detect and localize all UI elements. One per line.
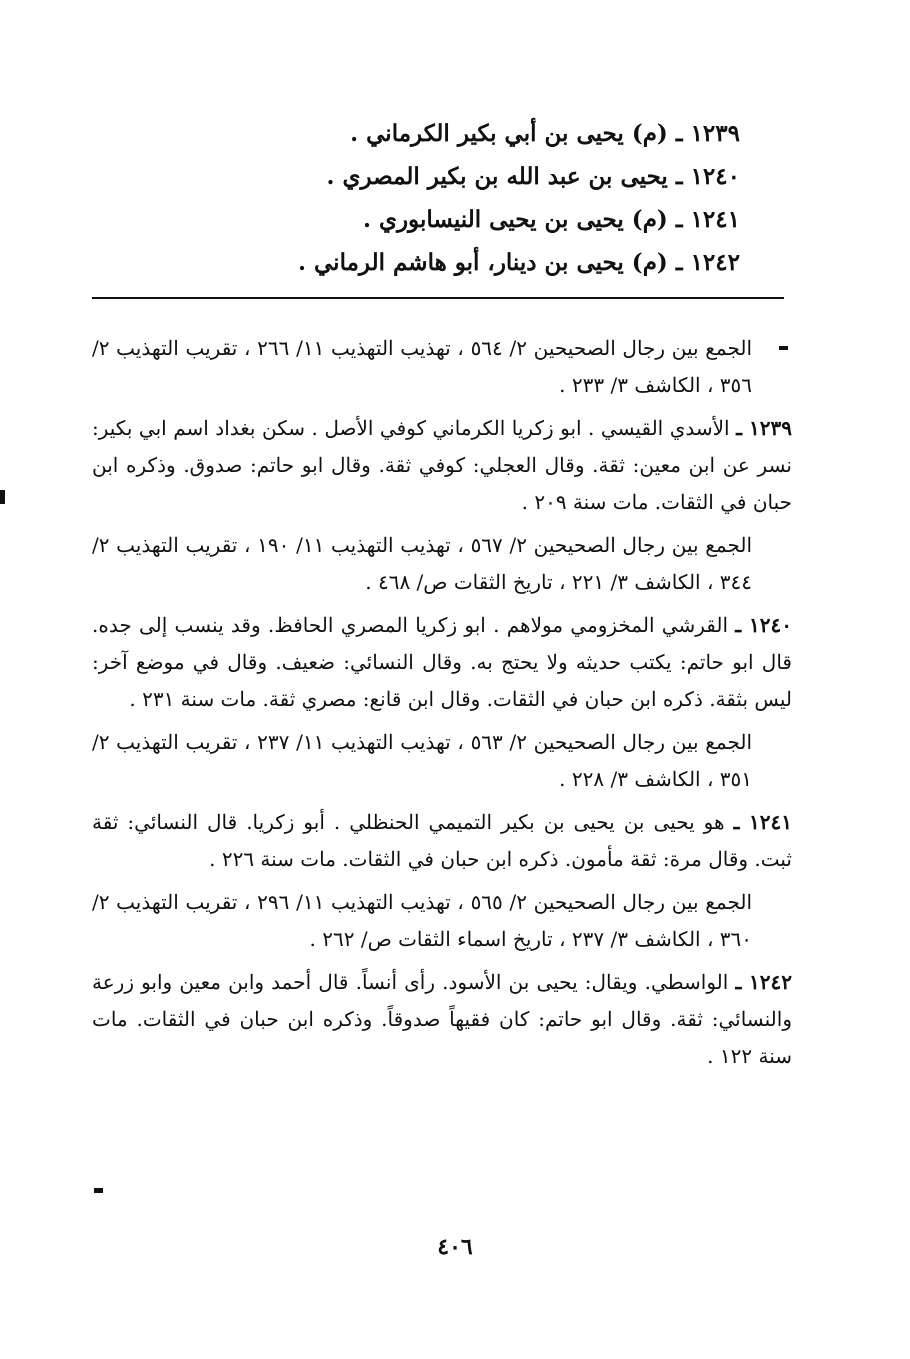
main-entries	[140, 112, 740, 284]
edge-mark	[0, 490, 5, 504]
end-mark	[94, 1188, 103, 1193]
entry-1239: ١٢٣٩ ـ (م) يحيى بن أبي بكير الكرماني .	[350, 120, 740, 147]
note-bio-1239	[92, 410, 792, 521]
entry-1242: ١٢٤٢ ـ (م) يحيى بن دينار، أبو هاشم الرماني .	[297, 249, 740, 276]
note-bio-1239-text: الأسدي القيسي . ابو زكريا الكرماني كوفي الأصل . سكن بغداد اسم ابي بكير: نسر عن ابن معين: ثقة. وقال العجلي: كوفي ثقة. وقال ابو حاتم: صدوق. وذكره ابن حبان في الثقات. مات سنة ٢٠٩ .	[92, 416, 792, 514]
footnote-marker	[779, 346, 788, 350]
note-number-1239: ١٢٣٩ ـ	[736, 416, 793, 440]
note-bio-1240-text: القرشي المخزومي مولاهم . ابو زكريا المصري الحافظ. وقد ينسب إلى جده. قال ابو حاتم: يكتب حديثه ولا يحتج به. وقال النسائي: ضعيف. وقال في موضع آخر: ليس بثقة. ذكره ابن حبان في الثقات. وقال ابن قانع: مصري ثقة. مات سنة ٢٣١ .	[92, 613, 792, 711]
note-src-1240	[92, 724, 792, 798]
note-src-intro	[92, 330, 792, 404]
note-bio-1240	[92, 607, 792, 718]
note-bio-1241	[92, 804, 792, 878]
note-src-1241-text: الجمع بين رجال الصحيحين ٢/ ٥٦٥ ، تهذيب التهذيب ١١/ ٢٩٦ ، تقريب التهذيب ٢/ ٣٦٠ ، الكاشف ٣/ ٢٣٧ ، تاريخ اسماء الثقات ص/ ٢٦٢ .	[92, 890, 753, 951]
note-src-1239-text: الجمع بين رجال الصحيحين ٢/ ٥٦٧ ، تهذيب التهذيب ١١/ ١٩٠ ، تقريب التهذيب ٢/ ٣٤٤ ، الكاشف ٣/ ٢٢١ ، تاريخ الثقات ص/ ٤٦٨ .	[92, 533, 753, 594]
footnote-separator	[92, 297, 784, 299]
footnotes	[92, 330, 792, 1081]
note-src-1240-text: الجمع بين رجال الصحيحين ٢/ ٥٦٣ ، تهذيب التهذيب ١١/ ٢٣٧ ، تقريب التهذيب ٢/ ٣٥١ ، الكاشف ٣/ ٢٢٨ .	[92, 730, 753, 791]
note-src-1239	[92, 527, 792, 601]
note-number-1242: ١٢٤٢ ـ	[735, 970, 792, 994]
note-src-1241	[92, 884, 792, 958]
note-src-intro-text: الجمع بين رجال الصحيحين ٢/ ٥٦٤ ، تهذيب التهذيب ١١/ ٢٦٦ ، تقريب التهذيب ٢/ ٣٥٦ ، الكاشف ٣/ ٢٣٣ .	[92, 336, 753, 397]
entry-1240: ١٢٤٠ ـ يحيى بن عبد الله بن بكير المصري .	[326, 163, 740, 190]
entry-1241: ١٢٤١ ـ (م) يحيى بن يحيى النيسابوري .	[362, 206, 740, 233]
page-number: ٤٠٦	[437, 1234, 473, 1260]
note-bio-1241-text: هو يحيى بن يحيى بن بكير التميمي الحنظلي . أبو زكريا. قال النسائي: ثقة ثبت. وقال مرة: ثقة مأمون. ذكره ابن حبان في الثقات. مات سنة ٢٢٦ .	[92, 810, 792, 871]
note-bio-1242	[92, 964, 792, 1075]
note-number-1241: ١٢٤١ ـ	[733, 810, 793, 834]
note-number-1240: ١٢٤٠ ـ	[735, 613, 793, 637]
note-bio-1242-text: الواسطي. ويقال: يحيى بن الأسود. رأى أنساً. قال أحمد وابن معين وابو زرعة والنسائي: ثقة. وقال ابو حاتم: كان فقيهاً صدوقاً. وذكره ابن حبان في الثقات. مات سنة ١٢٢ .	[92, 970, 792, 1068]
